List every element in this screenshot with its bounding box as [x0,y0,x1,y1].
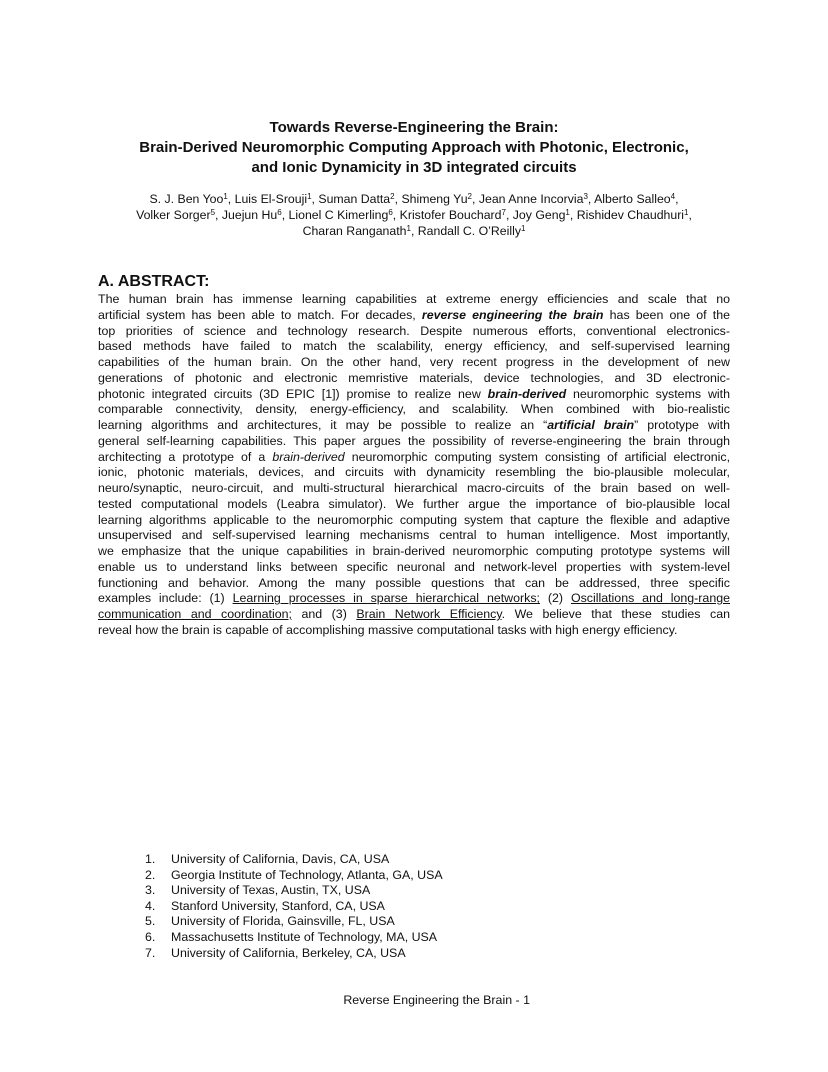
text-run: learning algorithms applicable to the neuromorphic computing system that capture the flexible and adaptive [98,512,730,527]
text-run: unsupervised and self-supervised learning mechanisms central to human intelligence. Most importantly, [98,528,730,543]
author-name: Volker Sorger [136,208,211,222]
affiliation-number: 2. [145,867,156,882]
abstract-line [98,497,730,513]
text-run: based methods have failed to match the scalability, energy efficiency, and self-supervised learning [98,339,730,354]
abstract-line [98,387,730,403]
text-run: photonic integrated circuits (3D EPIC [1]) promise to realize new [98,386,488,401]
text-run: top priorities of science and technology research. Despite numerous efforts, conventional electronics- [98,323,730,338]
abstract-line [98,371,730,387]
abstract-heading: A. ABSTRACT: [98,273,210,290]
text-run: functioning and behavior. Among the many possible questions that can be addressed, three specific [98,575,730,590]
author: Rishidev Chaudhuri$^1$, [576,208,692,222]
title-line: Towards Reverse-Engineering the Brain: [269,119,559,136]
affiliation-text: University of California, Berkeley, CA, USA [171,945,406,960]
text-run: neuromorphic computing system consisting of artificial electronic, [344,449,731,464]
author-affiliation-mark: 1 [684,208,689,217]
author-name: Lionel C Kimerling [288,208,389,222]
author-affiliation-mark: 6 [277,208,282,217]
abstract-line [98,591,730,607]
author-name: Alberto Salleo [594,192,671,206]
author-name: Charan Ranganath [302,224,407,238]
affiliation-number: 5. [145,914,156,929]
author: Volker Sorger$^5$, [136,208,222,222]
affiliation-item [145,883,443,899]
affiliation-text: University of California, Davis, CA, USA [171,852,390,866]
affiliation-number: 6. [145,929,156,944]
text-run: generations of photonic and electronic memristive materials, device technologies, and 3D electronic- [98,370,730,385]
affiliation-text: University of Florida, Gainsville, FL, USA [171,914,395,929]
text-run: artificial system has been able to match. For decades, [98,307,422,322]
abstract-line [98,560,730,576]
text-run: neuro/synaptic, neuro-circuit, and multi-structural hierarchical macro-circuits of the brain based on well- [98,481,730,495]
author-name: Kristofer Bouchard [399,208,502,222]
text-run: we emphasize that the unique capabilities in brain-derived neuromorphic computing prototype systems will [98,544,730,558]
author-affiliation-mark: 2 [390,192,395,201]
text-run: has been one of the [603,307,730,322]
author-name: Shimeng Yu [401,192,468,206]
affiliation-text: Massachusetts Institute of Technology, MA, USA [171,929,438,944]
text-run: architecting a prototype of a [98,449,273,464]
affiliation-list [145,852,443,961]
author-name: Luis El-Srouji [234,192,308,206]
underlined-phrase: communication and coordination; [98,607,292,621]
abstract-line [98,623,730,639]
emphasis-phrase: brain-derived [272,449,345,464]
text-run: ionic, photonic materials, devices, and circuits with dynamicity resembling the bio-plausible molecular, [98,465,730,480]
affiliation-item [145,868,443,884]
abstract-line [98,576,730,592]
text-run: tested computational models (Leabra simulator). We further argue the importance of bio-plausible local [98,496,730,511]
text-run: neuromorphic systems with [566,386,731,401]
author-list [60,191,768,239]
text-run: capabilities of the human brain. On the other hand, very recent progress in the development of new [98,355,730,369]
author-affiliation-mark: 1 [307,192,312,201]
emphasis-phrase: reverse engineering the brain [421,307,604,322]
author-affiliation-mark: 1 [223,192,228,201]
text-run: learning algorithms and architectures, it may be possible to realize an “ [98,418,548,432]
affiliation-number: 7. [145,945,156,960]
abstract-line [98,402,730,418]
text-run: examples include: (1) [98,591,233,606]
author-affiliation-mark: 1 [406,224,411,233]
affiliation-number: 4. [145,898,156,913]
author-affiliation-mark: 5 [210,208,216,217]
author: Kristofer Bouchard$^7$, [399,208,513,222]
author-affiliation-mark: 1 [565,208,570,217]
abstract-line [98,339,730,355]
affiliation-number: 3. [145,883,156,898]
underlined-phrase: Oscillations and long-range [570,591,731,606]
author: Suman Datta$^2$, [318,192,402,206]
title-line: and Ionic Dynamicity in 3D integrated circuits [251,159,577,176]
author: Lionel C Kimerling$^6$, [288,208,400,222]
author-affiliation-mark: 6 [388,208,393,217]
abstract-line [98,418,730,434]
affiliation-item [145,852,443,868]
text-run: enable us to understand links between specific neuronal and network-level properties with system-level [98,559,730,574]
author-name: Rishidev Chaudhuri [576,208,685,222]
abstract-line [98,355,730,371]
text-run: and (3) [291,607,357,621]
text-run: general self-learning capabilities. This paper argues the possibility of reverse-engineering the brain through [98,433,730,448]
author-name: Joy Geng [512,208,566,222]
underlined-phrase: Learning processes in sparse hierarchical networks; [232,591,540,606]
emphasis-phrase: artificial brain [547,418,635,432]
abstract-line [98,607,730,623]
author-line [60,207,768,223]
author-name: Randall C. O’Reilly [417,224,521,238]
emphasis-phrase: brain-derived [487,386,567,401]
author-name: Jean Anne Incorvia [478,192,584,206]
abstract-line [98,292,730,308]
author: S. J. Ben Yoo$^1$, [149,192,235,206]
author: Juejun Hu$^6$, [221,208,289,222]
affiliation-text: Stanford University, Stanford, CA, USA [171,898,385,913]
author: Charan Ranganath$^1$, [302,224,418,238]
affiliation-item [145,914,443,930]
author-affiliation-mark: 3 [583,192,588,201]
author: Jean Anne Incorvia$^3$, [478,192,595,206]
abstract-line [98,513,730,529]
affiliation-item [145,946,443,962]
text-run: . We believe that these studies can [501,607,730,621]
page-footer: Reverse Engineering the Brain - 1 [343,993,530,1007]
abstract-body [98,292,730,639]
abstract-line [98,434,730,450]
title-line: Brain-Derived Neuromorphic Computing Approach with Photonic, Electronic, [139,139,689,156]
text-run: The human brain has immense learning capabilities at extreme energy efficiencies and scale that no [98,292,730,306]
author-affiliation-mark: 4 [670,192,676,201]
author-name: Juejun Hu [221,208,278,222]
abstract-line [98,450,730,466]
text-run: reveal how the brain is capable of accomplishing massive computational tasks with high energy efficiency. [98,622,678,637]
affiliation-text: University of Texas, Austin, TX, USA [171,883,371,898]
author-name: Suman Datta [318,192,391,206]
author: Luis El-Srouji$^1$, [234,192,319,206]
author: Joy Geng$^1$, [512,208,577,222]
author: Alberto Salleo$^4$, [594,192,679,206]
author-affiliation-mark: 2 [467,192,472,201]
abstract-line [98,528,730,544]
abstract-line [98,544,730,560]
author [418,224,526,238]
underlined-phrase: Brain Network Efficiency [356,607,502,621]
affiliation-text: Georgia Institute of Technology, Atlanta, GA, USA [171,867,443,882]
paper-title [60,118,768,178]
text-run: comparable connectivity, density, energy-efficiency, and scalability. When combined with bio-realistic [98,402,730,417]
affiliation-item [145,899,443,915]
author-name: S. J. Ben Yoo [149,192,224,206]
abstract-line [98,308,730,324]
author-line [60,223,768,239]
abstract-line [98,324,730,340]
text-run: ” prototype with [634,418,730,432]
author-affiliation-mark: 1 [520,224,526,233]
text-run: (2) [539,591,571,606]
affiliation-number: 1. [145,852,156,866]
affiliation-item [145,930,443,946]
abstract-line [98,465,730,481]
author-affiliation-mark: 7 [501,208,506,217]
abstract-line [98,481,730,497]
author-line [60,191,768,207]
author: Shimeng Yu$^2$, [401,192,479,206]
